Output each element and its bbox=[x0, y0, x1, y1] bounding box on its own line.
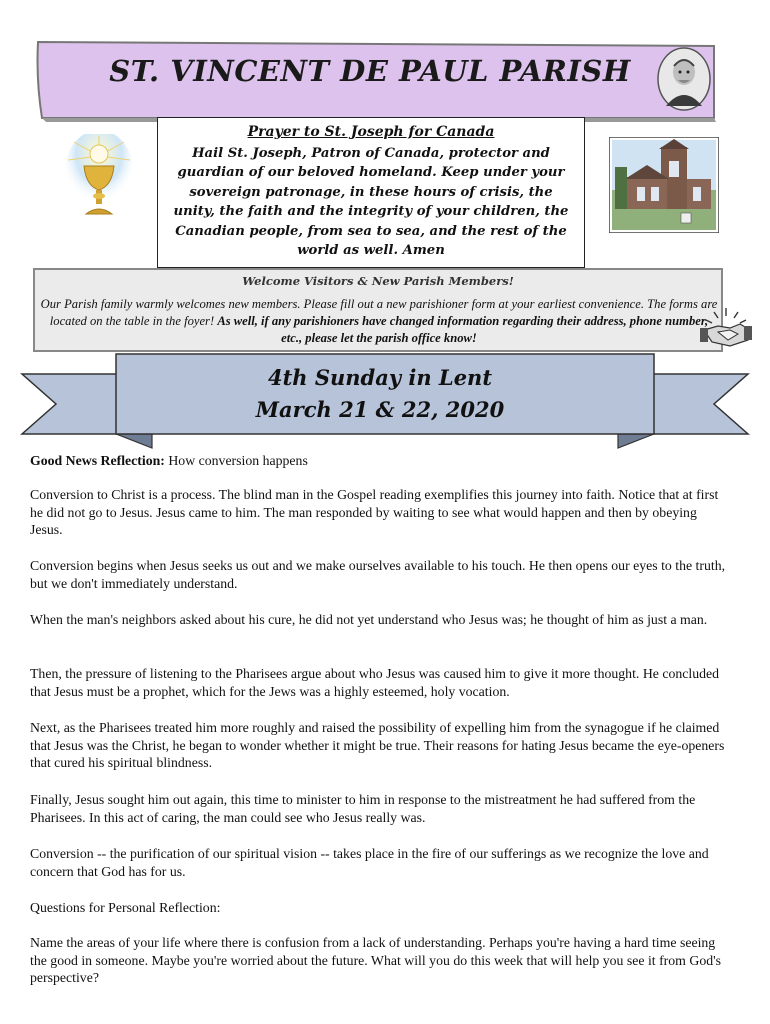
reflection-heading-label: Good News Reflection: bbox=[30, 453, 165, 468]
reflection-paragraph: Name the areas of your life where there is confusion from a lack of understanding. Perhaps you're having a hard time seeing the good in someone. Maybe you're worried about the future. What will you do this week that will help you see it from God's perspective? bbox=[30, 935, 721, 986]
reflection-paragraph: When the man's neighbors asked about his cure, he did not yet understand who Jesus was; he thought of him as just a man. bbox=[30, 612, 708, 627]
reflection-paragraph: Then, the pressure of listening to the Pharisees argue about who Jesus was caused him to give it more thought. He concluded that Jesus must be a prophet, which for the Jews was a highly esteemed, holy vocation. bbox=[30, 666, 720, 699]
prayer-title: Prayer to St. Joseph for Canada bbox=[247, 124, 495, 140]
welcome-text bbox=[40, 296, 718, 347]
handshake-icon bbox=[700, 306, 752, 352]
reflection-paragraph: Conversion begins when Jesus seeks us out and we make ourselves available to his touch. He then opens our eyes to the truth, but we don't immediately understand. bbox=[30, 558, 726, 591]
portrait-icon bbox=[656, 46, 712, 112]
reflection-paragraph: Conversion to Christ is a process. The blind man in the Gospel reading exemplifies this journey into faith. Notice that at first he did not go to Jesus. Jesus came to him. The man responded by waiting to see what would happen and then by obeying Jesus. bbox=[30, 487, 719, 538]
church-photo bbox=[609, 137, 719, 233]
reflection-paragraph: Conversion -- the purification of our spiritual vision -- takes place in the fire of our sufferings as we recognize the love and concern that God has for us. bbox=[30, 846, 709, 879]
chalice-icon bbox=[64, 134, 134, 226]
reflection-heading-text: How conversion happens bbox=[168, 453, 308, 468]
reflection-paragraph: Finally, Jesus sought him out again, this time to minister to him in response to the mistreatment he had suffered from the Pharisees. In this act of caring, the man could see who Jesus really was. bbox=[30, 792, 696, 825]
reflection-heading bbox=[30, 452, 730, 470]
reflection-paragraph: Next, as the Pharisees treated him more roughly and raised the possibility of expelling him from the synagogue if he claimed that Jesus was the Christ, he began to wonder whether it might be true. Their reasons for hating Jesus became the eye-openers that cured his spiritual blindness. bbox=[30, 720, 725, 771]
prayer-text: Hail St. Joseph, Patron of Canada, protector and guardian of our beloved homeland. Keep under your sovereign patronage, in these hours of crisis, the unity, the faith and the integrity of your children, the Canadian people, from sea to sea, and the rest of the world as well. Amen bbox=[173, 146, 569, 259]
welcome-text-plain: Our Parish family warmly welcomes new members. Please fill out a new parishioner form at your earliest convenience. The forms are located on the table in the foyer! bbox=[40, 297, 718, 328]
welcome-text-bold: As well, if any parishioners have changed information regarding their address, phone number, etc., please let the parish office know! bbox=[217, 314, 709, 345]
parish-title: ST. VINCENT DE PAUL PARISH bbox=[109, 54, 631, 88]
sunday-title: 4th Sunday in Lent bbox=[267, 365, 493, 390]
sunday-date: March 21 & 22, 2020 bbox=[255, 397, 505, 422]
reflection-questions-heading: Questions for Personal Reflection: bbox=[30, 900, 221, 915]
welcome-title: Welcome Visitors & New Parish Members! bbox=[242, 274, 514, 288]
